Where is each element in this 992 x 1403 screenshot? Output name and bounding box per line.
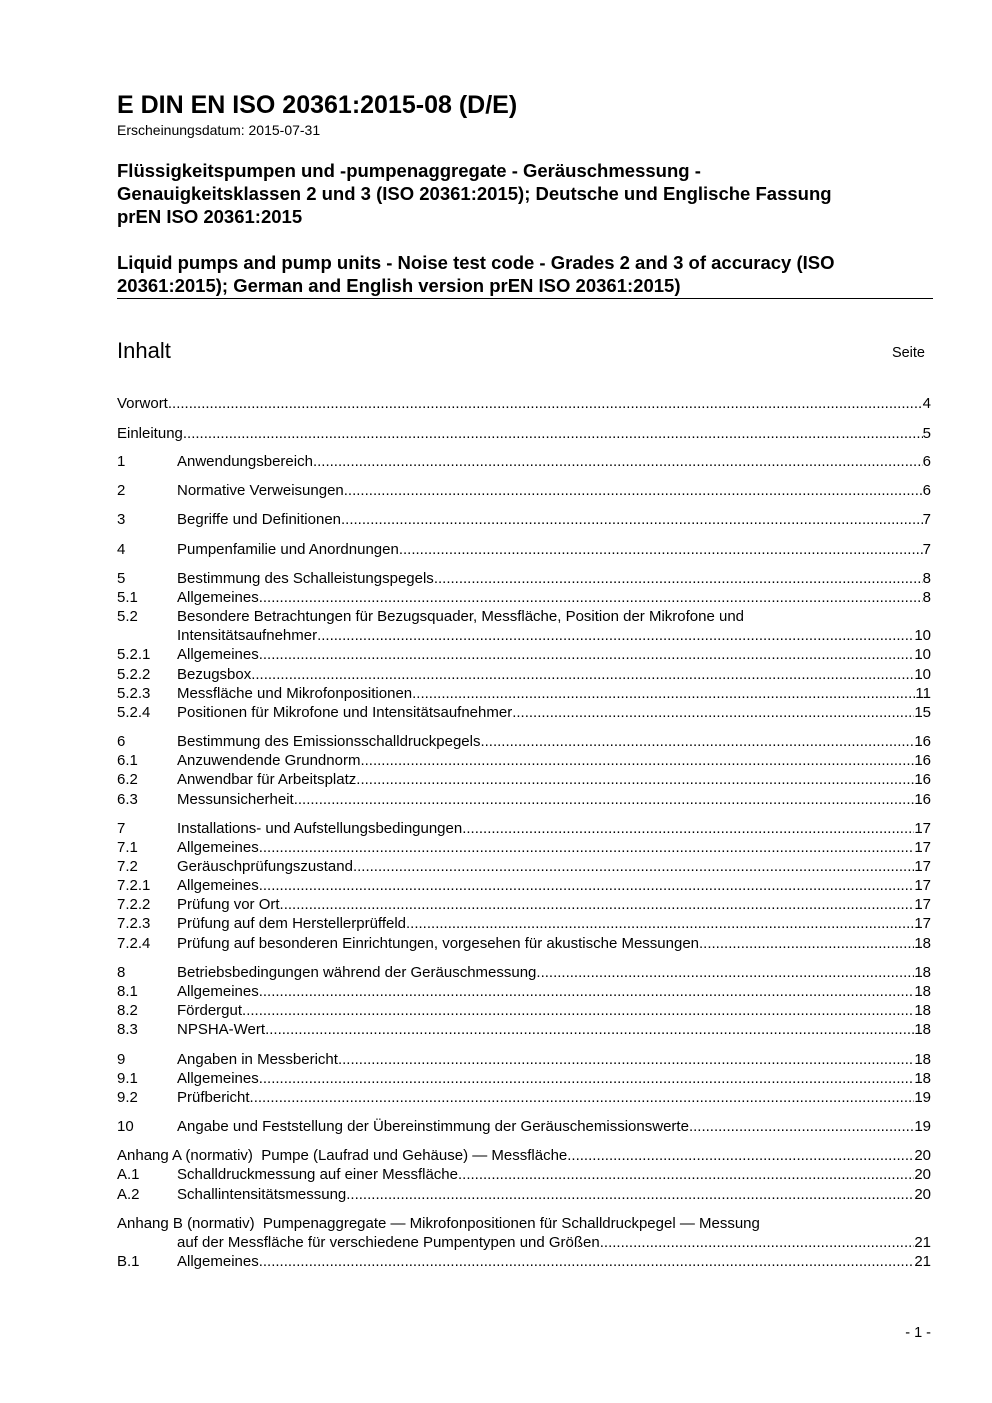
title-german	[117, 159, 832, 228]
toc-dot-leader	[265, 1020, 914, 1039]
toc-entry-line	[177, 607, 931, 626]
toc-entry-number: 5.2.1	[117, 646, 151, 663]
toc-entry-text: Installations- und Aufstellungsbedingungen	[177, 820, 463, 837]
toc-entry-title	[177, 982, 259, 1001]
toc-entry-title	[177, 1252, 259, 1271]
toc-entry-title	[177, 569, 434, 588]
toc-entry-line	[177, 770, 931, 789]
toc-entry-line	[177, 838, 931, 857]
toc-entry-page: 10	[914, 666, 931, 683]
toc-entry-text: Normative Verweisungen	[177, 482, 344, 499]
toc-entry-page: 16	[914, 791, 931, 808]
toc-entry-line	[177, 934, 931, 953]
toc-entry-title	[177, 1233, 600, 1252]
toc-entry-page: 18	[914, 983, 931, 1000]
toc-entry[interactable]	[117, 684, 931, 703]
toc-entry-title	[177, 934, 699, 953]
title-german-line: Flüssigkeitspumpen und -pumpenaggregate - Geräuschmessung -	[117, 160, 701, 181]
toc-entry-text: Vorwort	[117, 395, 168, 412]
toc-entry-text: Bestimmung des Emissionsschalldruckpegels	[177, 733, 481, 750]
toc-entry-text: Messunsicherheit	[177, 791, 294, 808]
toc-dot-leader	[183, 424, 923, 443]
toc-entry-title	[177, 751, 360, 770]
toc-entry-number: 9	[117, 1051, 126, 1068]
toc-dot-leader	[259, 645, 915, 664]
toc-entry[interactable]	[117, 481, 931, 500]
toc-entry-title	[117, 1146, 567, 1165]
toc-entry-line	[177, 819, 931, 838]
toc-entry-title	[177, 626, 317, 645]
toc-entry[interactable]	[117, 569, 931, 588]
toc-entry-line	[117, 1214, 931, 1233]
toc-entry-line	[177, 1088, 931, 1107]
annex-label: Anhang A	[117, 1147, 182, 1164]
toc-entry-title	[177, 963, 536, 982]
toc-entry-line	[117, 424, 931, 443]
toc-dot-leader	[242, 1001, 914, 1020]
toc-dot-leader	[434, 569, 923, 588]
toc-entry[interactable]	[117, 963, 931, 982]
toc-entry-line	[177, 895, 931, 914]
toc-entry-number: 6.3	[117, 791, 138, 808]
toc-entry-title	[177, 857, 353, 876]
toc-entry[interactable]	[117, 1001, 931, 1020]
toc-dot-leader	[360, 751, 914, 770]
toc-entry-line	[177, 588, 931, 607]
toc-entry-line	[177, 914, 931, 933]
toc-entry-number: 5.2.3	[117, 685, 151, 702]
toc-entry-title	[117, 394, 168, 413]
toc-entry-page: 15	[914, 704, 931, 721]
toc-entry[interactable]	[117, 732, 931, 751]
toc-entry-title	[177, 1088, 250, 1107]
toc-entry-line	[177, 1185, 931, 1204]
toc-entry[interactable]	[117, 703, 931, 722]
toc-entry[interactable]	[117, 876, 931, 895]
toc-entry-title	[177, 665, 251, 684]
toc-entry-page: 18	[914, 964, 931, 981]
toc-entry-page: 7	[922, 541, 931, 558]
toc-entry-text: Intensitätsaufnehmer	[177, 627, 318, 644]
document-title: E DIN EN ISO 20361:2015-08 (D/E)	[117, 91, 518, 119]
toc-entry-page: 10	[914, 646, 931, 663]
toc-entry-line	[177, 703, 931, 722]
toc-dot-leader	[259, 1252, 915, 1271]
toc-entry[interactable]	[117, 1214, 931, 1233]
toc-entry-title	[177, 1069, 259, 1088]
toc-entry-line	[177, 645, 931, 664]
toc-entry-text: Positionen für Mikrofone und Intensitätsaufnehmer	[177, 704, 513, 721]
toc-entry-title	[177, 1050, 338, 1069]
toc-entry-number: 8	[117, 964, 126, 981]
toc-entry-title	[177, 1185, 346, 1204]
toc-entry[interactable]	[117, 914, 931, 933]
toc-entry-title	[177, 1020, 265, 1039]
toc-entry-line	[177, 665, 931, 684]
toc-entry-title	[177, 684, 412, 703]
toc-entry-page: 20	[914, 1186, 931, 1203]
toc-entry-page: 6	[922, 453, 931, 470]
toc-entry-number: 7	[117, 820, 126, 837]
toc-entry-line	[177, 1001, 931, 1020]
toc-entry-title	[177, 703, 512, 722]
toc-entry-text: Prüfung auf dem Herstellerprüffeld	[177, 915, 407, 932]
toc-entry-line	[177, 626, 931, 645]
toc-entry[interactable]	[117, 645, 931, 664]
toc-entry-text: Fördergut	[177, 1002, 243, 1019]
toc-entry-text: Angaben in Messbericht	[177, 1051, 338, 1068]
title-english-line: Liquid pumps and pump units - Noise test code - Grades 2 and 3 of accuracy (ISO	[117, 252, 835, 273]
toc-entry-number: 8.1	[117, 983, 138, 1000]
annex-qualifier: (normativ)	[187, 1215, 255, 1232]
toc-dot-leader	[280, 895, 915, 914]
toc-entry-text: Prüfung vor Ort	[177, 896, 280, 913]
toc-entry-number: 1	[117, 453, 126, 470]
toc-entry-number: 8.2	[117, 1002, 138, 1019]
toc-entry-text: Allgemeines	[177, 589, 259, 606]
toc-entry-title	[177, 452, 313, 471]
annex-title: Pumpe (Laufrad und Gehäuse) — Messfläche	[261, 1147, 568, 1164]
toc-entry-text: Geräuschprüfungszustand	[177, 858, 353, 875]
toc-entry-page: 5	[922, 425, 931, 442]
toc-entry[interactable]	[117, 626, 931, 645]
toc-entry-number: 5	[117, 570, 126, 587]
toc-entry[interactable]	[117, 819, 931, 838]
toc-dot-leader	[600, 1233, 915, 1252]
toc-entry-line	[177, 790, 931, 809]
toc-entry-page: 21	[914, 1253, 931, 1270]
toc-entry-title	[177, 732, 480, 751]
toc-dot-leader	[259, 838, 915, 857]
toc-entry-title	[177, 819, 462, 838]
toc-entry-page: 11	[915, 685, 931, 702]
toc-dot-leader	[512, 703, 914, 722]
toc-entry-text: Begriffe und Definitionen	[177, 511, 342, 528]
toc-entry-number: 9.2	[117, 1089, 138, 1106]
toc-entry[interactable]	[117, 510, 931, 529]
toc-dot-leader	[346, 1185, 914, 1204]
toc-entry-line	[117, 1146, 931, 1165]
toc-entry-number: 6	[117, 733, 126, 750]
toc-entry-text: NPSHA-Wert	[177, 1021, 266, 1038]
toc-entry-page: 17	[914, 820, 931, 837]
toc-entry-page: 17	[914, 896, 931, 913]
toc-entry-title	[177, 790, 294, 809]
toc-entry-title	[177, 607, 744, 626]
toc-entry-number: 5.1	[117, 589, 138, 606]
toc-entry-title	[177, 588, 259, 607]
toc-entry-number: A.2	[117, 1186, 140, 1203]
toc-dot-leader	[480, 732, 914, 751]
toc-entry-text: Anwendungsbereich	[177, 453, 313, 470]
toc-dot-leader	[689, 1117, 914, 1136]
toc-entry-title	[117, 1214, 760, 1233]
toc-entry-text: auf der Messfläche für verschiedene Pumpentypen und Größen	[177, 1234, 600, 1251]
toc-entry-title	[177, 876, 259, 895]
toc-dot-leader	[353, 857, 914, 876]
toc-entry-page: 16	[914, 771, 931, 788]
toc-entry-number: 5.2.2	[117, 666, 151, 683]
toc-entry-text: Allgemeines	[177, 1253, 259, 1270]
toc-entry-text: Angabe und Feststellung der Übereinstimmung der Geräuschemissionswerte	[177, 1118, 689, 1135]
toc-entry-line	[177, 732, 931, 751]
toc-entry[interactable]	[117, 1185, 931, 1204]
toc-entry-page: 17	[914, 858, 931, 875]
toc-entry-title	[117, 424, 183, 443]
toc-entry-line	[177, 1117, 931, 1136]
toc-dot-leader	[168, 394, 923, 413]
toc-entry-text: Allgemeines	[177, 839, 259, 856]
toc-entry[interactable]	[117, 1050, 931, 1069]
toc-dot-leader	[341, 510, 923, 529]
toc-entry[interactable]	[117, 934, 931, 953]
toc-entry-title	[177, 540, 399, 559]
toc-entry-page: 7	[922, 511, 931, 528]
title-german-line: prEN ISO 20361:2015	[117, 206, 303, 227]
toc-entry-title	[177, 895, 280, 914]
toc-entry-title	[177, 1117, 689, 1136]
toc-entry[interactable]	[117, 588, 931, 607]
toc-entry-line	[177, 540, 931, 559]
toc-dot-leader	[458, 1165, 914, 1184]
toc-entry[interactable]	[117, 607, 931, 626]
toc-entry-text: Prüfung auf besonderen Einrichtungen, vorgesehen für akustische Messungen	[177, 935, 700, 952]
toc-entry-text: Einleitung	[117, 425, 183, 442]
toc-entry-number: 7.2.4	[117, 935, 151, 952]
toc-dot-leader	[536, 963, 914, 982]
toc-dot-leader	[338, 1050, 914, 1069]
toc-entry-number: 7.2.1	[117, 877, 151, 894]
toc-dot-leader	[699, 934, 914, 953]
toc-entry-page: 18	[914, 1002, 931, 1019]
toc-dot-leader	[412, 684, 915, 703]
toc-entry-page: 21	[914, 1234, 931, 1251]
toc-entry-title	[177, 481, 344, 500]
toc-heading: Inhalt	[117, 338, 171, 363]
toc-dot-leader	[462, 819, 914, 838]
toc-entry-number: 5.2	[117, 608, 138, 625]
toc-entry-page: 17	[914, 915, 931, 932]
toc-entry-number: 8.3	[117, 1021, 138, 1038]
toc-entry[interactable]	[117, 751, 931, 770]
toc-entry-text: Anzuwendende Grundnorm	[177, 752, 361, 769]
toc-entry-line	[177, 684, 931, 703]
toc-entry-page: 6	[922, 482, 931, 499]
toc-entry-title	[177, 1001, 242, 1020]
toc-dot-leader	[317, 626, 914, 645]
toc-entry[interactable]	[117, 770, 931, 789]
toc-entry-page: 18	[914, 1070, 931, 1087]
toc-entry-number: 9.1	[117, 1070, 138, 1087]
toc-entry-title	[177, 914, 406, 933]
toc-entry-title	[177, 770, 356, 789]
toc-entry-text: Messfläche und Mikrofonpositionen	[177, 685, 413, 702]
toc-entry-text: Bezugsbox	[177, 666, 252, 683]
toc-entry-page: 18	[914, 1021, 931, 1038]
toc-entry-number: 7.1	[117, 839, 138, 856]
toc-dot-leader	[356, 770, 914, 789]
toc-entry-line	[177, 982, 931, 1001]
toc-entry-line	[177, 481, 931, 500]
toc-dot-leader	[259, 982, 915, 1001]
toc-entry-number: 6.2	[117, 771, 138, 788]
toc-entry-page: 18	[914, 1051, 931, 1068]
toc-dot-leader	[406, 914, 914, 933]
toc-entry-text: Allgemeines	[177, 1070, 259, 1087]
toc-entry[interactable]	[117, 540, 931, 559]
toc-entry[interactable]	[117, 895, 931, 914]
toc-dot-leader	[259, 588, 923, 607]
toc-entry[interactable]	[117, 1088, 931, 1107]
toc-entry[interactable]	[117, 1117, 931, 1136]
toc-entry-text: Schallintensitätsmessung	[177, 1186, 347, 1203]
toc-entry[interactable]	[117, 982, 931, 1001]
toc-entry-title	[177, 838, 259, 857]
toc-entry-title	[177, 1165, 458, 1184]
toc-dot-leader	[294, 790, 915, 809]
toc-entry-number: B.1	[117, 1253, 140, 1270]
toc-entry-page: 17	[914, 839, 931, 856]
toc-entry[interactable]	[117, 790, 931, 809]
toc-entry-page: 8	[922, 589, 931, 606]
toc-entry-page: 8	[922, 570, 931, 587]
toc-entry[interactable]	[117, 1069, 931, 1088]
toc-entry-number: 3	[117, 511, 126, 528]
toc-entry-text: Bestimmung des Schalleistungspegels	[177, 570, 434, 587]
toc-entry-number: 6.1	[117, 752, 138, 769]
toc-entry-page: 17	[914, 877, 931, 894]
toc-entry-page: 10	[914, 627, 931, 644]
toc-entry-line	[177, 452, 931, 471]
toc-entry-number: 2	[117, 482, 126, 499]
toc-entry-line	[177, 1069, 931, 1088]
toc-entry-title	[177, 645, 259, 664]
toc-entry-number: 5.2.4	[117, 704, 151, 721]
toc-dot-leader	[251, 665, 914, 684]
annex-label: Anhang B	[117, 1215, 183, 1232]
toc-entry-text: Allgemeines	[177, 646, 259, 663]
toc-entry-line	[177, 751, 931, 770]
toc-entry-line	[177, 510, 931, 529]
title-english-line: 20361:2015); German and English version prEN ISO 20361:2015)	[117, 275, 681, 296]
toc-entry-line	[177, 857, 931, 876]
toc-entry-line	[177, 1252, 931, 1271]
toc-entry-page: 18	[914, 935, 931, 952]
publication-date: Erscheinungsdatum: 2015-07-31	[117, 122, 321, 138]
toc-dot-leader	[344, 481, 923, 500]
title-divider	[117, 298, 933, 299]
toc-entry-line	[177, 569, 931, 588]
toc-dot-leader	[567, 1146, 914, 1165]
toc-entry-line	[177, 1020, 931, 1039]
annex-title: Pumpenaggregate — Mikrofonpositionen für Schalldruckpegel — Messung	[262, 1215, 760, 1232]
toc-entry-line	[177, 1233, 931, 1252]
toc-entry[interactable]	[117, 665, 931, 684]
toc-dot-leader	[259, 1069, 915, 1088]
toc-entry-page: 20	[914, 1147, 931, 1164]
toc-entry-page: 16	[914, 752, 931, 769]
toc-entry-number: 7.2.3	[117, 915, 151, 932]
toc-entry-number: 7.2.2	[117, 896, 151, 913]
toc-entry[interactable]	[117, 1252, 931, 1271]
toc-entry-line	[177, 1050, 931, 1069]
toc-dot-leader	[313, 452, 923, 471]
toc-page-column-label: Seite	[891, 345, 925, 361]
toc-entry-page: 4	[922, 395, 931, 412]
toc-entry-line	[117, 394, 931, 413]
toc-dot-leader	[259, 876, 915, 895]
toc-entry-text: Pumpenfamilie und Anordnungen	[177, 541, 399, 558]
toc-entry[interactable]	[117, 838, 931, 857]
toc-dot-leader	[250, 1088, 915, 1107]
toc-entry-text: Prüfbericht	[177, 1089, 250, 1106]
toc-entry-number: 4	[117, 541, 126, 558]
toc-entry-text: Anwendbar für Arbeitsplatz	[177, 771, 357, 788]
title-english	[117, 251, 835, 297]
toc-entry[interactable]	[117, 1020, 931, 1039]
toc-entry-number: A.1	[117, 1166, 140, 1183]
title-german-line: Genauigkeitsklassen 2 und 3 (ISO 20361:2015); Deutsche und Englische Fassung	[117, 183, 832, 204]
toc-entry-text: Betriebsbedingungen während der Geräuschmessung	[177, 964, 537, 981]
toc-dot-leader	[399, 540, 923, 559]
annex-qualifier: (normativ)	[185, 1147, 253, 1164]
toc-entry-number: 7.2	[117, 858, 138, 875]
toc-entry-page: 20	[914, 1166, 931, 1183]
toc-entry-line	[177, 876, 931, 895]
toc-entry-number: 10	[117, 1118, 134, 1135]
toc-entry-text: Schalldruckmessung auf einer Messfläche	[177, 1166, 458, 1183]
toc-entry-line	[177, 1165, 931, 1184]
toc-entry[interactable]	[117, 857, 931, 876]
toc-entry[interactable]	[117, 1146, 931, 1165]
toc-entry[interactable]	[117, 452, 931, 471]
toc-entry-line	[177, 963, 931, 982]
toc-entry[interactable]	[117, 394, 931, 413]
toc-entry-text: Allgemeines	[177, 877, 259, 894]
toc-entry[interactable]	[117, 1233, 931, 1252]
toc-entry-page: 19	[914, 1089, 931, 1106]
page-number: - 1 -	[905, 1325, 931, 1341]
toc-entry-text: Besondere Betrachtungen für Bezugsquader, Messfläche, Position der Mikrofone und	[177, 608, 745, 625]
toc-entry-text: Allgemeines	[177, 983, 259, 1000]
toc-entry-title	[177, 510, 341, 529]
toc-entry-page: 19	[914, 1118, 931, 1135]
toc-entry[interactable]	[117, 424, 931, 443]
toc-entry-page: 16	[914, 733, 931, 750]
toc-entry[interactable]	[117, 1165, 931, 1184]
